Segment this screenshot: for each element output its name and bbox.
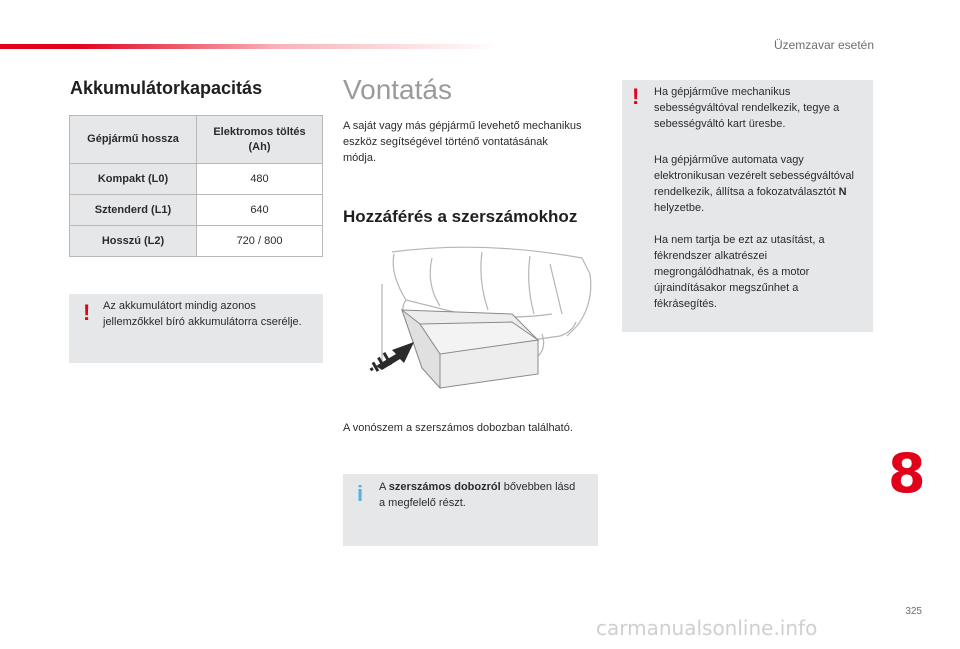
section-title: Üzemzavar esetén [773,38,874,52]
auto-text-post: helyzetbe. [654,202,705,214]
warning-icon: ! [632,84,640,109]
seat-toolbox-illustration [362,244,598,394]
automatic-gearbox-text [654,152,864,216]
table-cell-label: Hosszú (L2) [70,226,197,257]
towing-heading: Vontatás [343,74,452,105]
header-accent-bar [0,44,500,49]
tow-eye-caption: A vonószem a szerszámos dobozban található. [343,422,573,434]
table-header-length: Gépjármű hossza [70,116,197,164]
info-text-bold: szerszámos dobozról [388,481,501,493]
page-number: 325 [905,606,922,617]
chapter-number: 8 [888,442,926,505]
table-row [70,164,323,195]
info-text-prefix: A [379,481,389,493]
towing-intro: A saját vagy más gépjármű levehető mechanikus eszköz segítségével történő vontatásának módja. [343,120,582,164]
battery-warning-box [69,294,323,363]
table-cell-value: 640 [197,195,323,226]
battery-warning-text: Az akkumulátort mindig azonos jellemzőkkel bíró akkumulátorra cserélje. [103,300,302,328]
table-header-charge: Elektromos töltés (Ah) [197,116,323,164]
watermark: carmanualsonline.info [596,616,818,640]
battery-capacity-table [69,115,323,257]
toolbox-info-box [343,474,598,546]
table-row [70,226,323,257]
toolbox-info-text [379,479,579,511]
auto-text-pre: Ha gépjárműve automata vagy elektronikusan vezérelt sebességváltóval rendelkezik, állítsa a fokozatválasztót [654,154,854,198]
warning-icon: ! [83,300,91,325]
brake-warning-text: Ha nem tartja be ezt az utasítást, a fékrendszer alkatrészei megrongálódhatnak, és a motor újraindításakor megszűnhet a fékrásegítés. [654,234,825,310]
table-cell-label: Kompakt (L0) [70,164,197,195]
table-cell-label: Sztenderd (L1) [70,195,197,226]
info-icon: i [357,481,364,506]
battery-capacity-heading: Akkumulátorkapacitás [70,78,263,98]
table-cell-value: 720 / 800 [197,226,323,257]
info-text-suffix: bővebben lásd a megfelelő részt. [379,481,576,509]
table-cell-value: 480 [197,164,323,195]
manual-gearbox-text: Ha gépjárműve mechanikus sebességváltóval rendelkezik, tegye a sebességváltó kart üresbe. [654,86,840,130]
auto-text-bold: N [838,186,847,198]
tool-access-heading: Hozzáférés a szerszámokhoz [343,207,578,226]
table-header-row [70,116,323,164]
table-row [70,195,323,226]
